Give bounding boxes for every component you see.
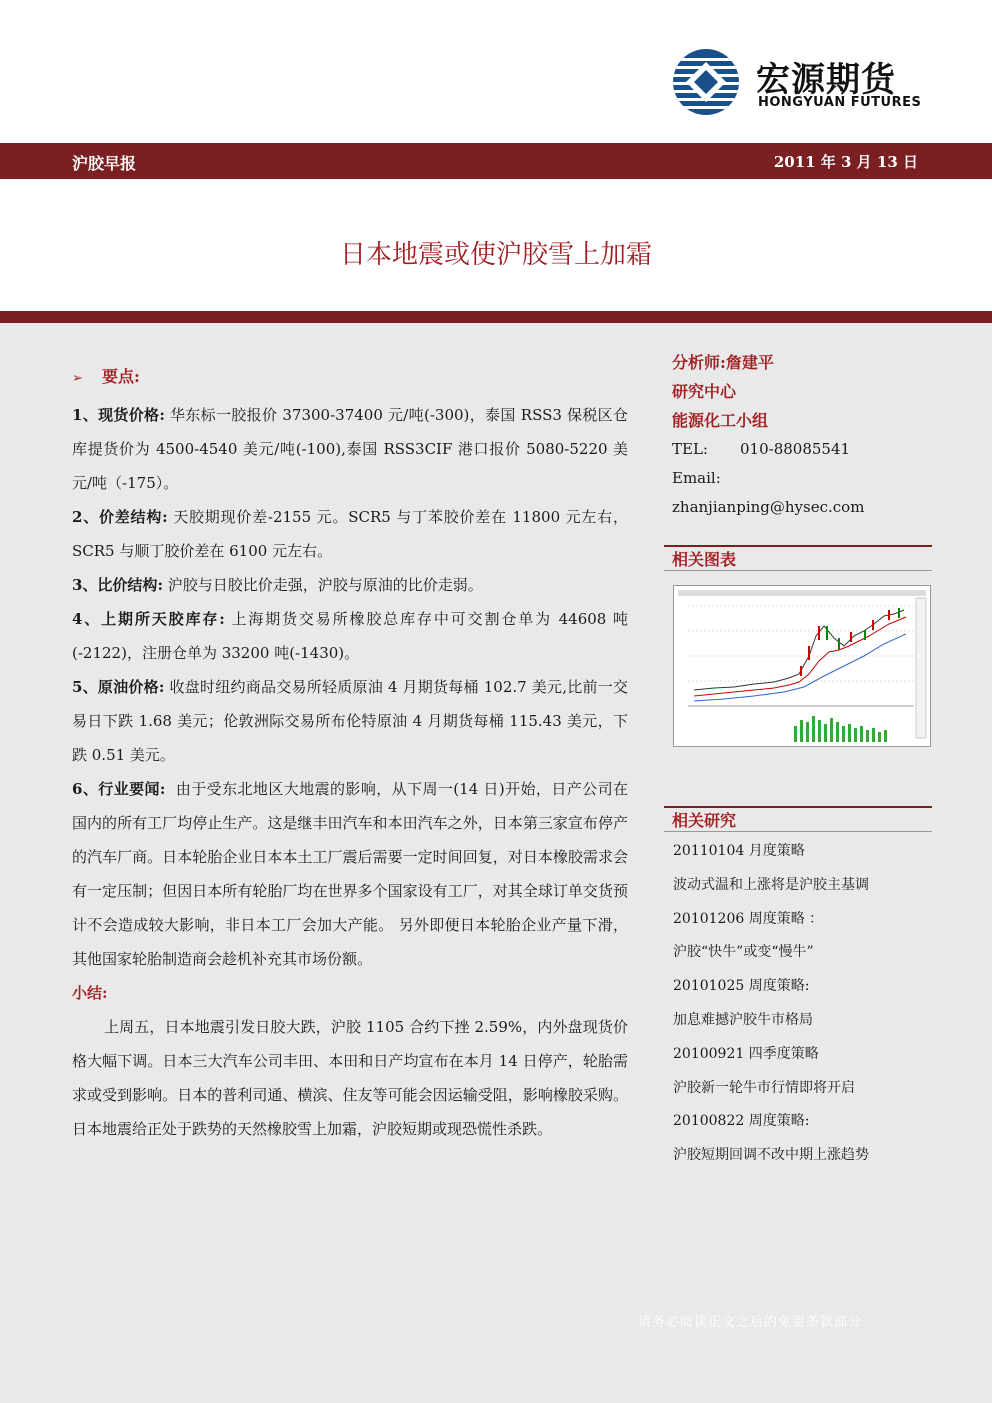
report-type: 沪胶早报: [72, 154, 137, 173]
analyst-tel: TEL: 010-88085541: [672, 440, 851, 458]
header-area: [0, 0, 992, 143]
report-date: 2011 年 3 月 13 日: [773, 153, 918, 171]
disclaimer-note: 请务必阅读正文之后的免责条款部分: [638, 1315, 863, 1330]
candlestick-chart-thumbnail: [674, 586, 930, 746]
main-content: [72, 360, 628, 1146]
paragraph-crude-oil: 5、原油价格: 收盘时纽约商品交易所轻质原油 4 月期货每桶 102.7 美元,比前一交易日下跌 1.68 美元；伦敦洲际交易所布伦特原油 4 月期货每桶 115.43 美元，下跌 0.51 美元。: [72, 678, 628, 764]
research-group: 能源化工小组: [672, 411, 769, 430]
logo-name-en: HONGYUAN FUTURES: [758, 95, 922, 110]
research-item[interactable]: 沪胶“快牛”或变“慢牛”: [673, 944, 814, 961]
research-item[interactable]: 20110104 月度策略: [673, 843, 805, 859]
summary-text: 上周五，日本地震引发日胶大跌，沪胶 1105 合约下挫 2.59%，内外盘现货价格大幅下调。日本三大汽车公司丰田、本田和日产均宣布在本月 14 日停产，轮胎需求或受到影响。日本的普利司通、横滨、住友等可能会因运输受阻，影响橡胶采购。日本地震给正处于跌势的天然橡胶雪上加霜，沪胶短期或现恐慌性杀跌。: [72, 1018, 628, 1138]
logo-name-cn: 宏源期货: [756, 60, 896, 100]
key-points-heading: ➢ 要点:: [72, 360, 628, 396]
research-item[interactable]: 20100822 周度策略:: [673, 1113, 810, 1130]
research-item[interactable]: 20101206 周度策略 ：: [673, 910, 824, 927]
research-item[interactable]: 20100921 四季度策略: [673, 1045, 819, 1062]
company-logo: [672, 48, 922, 118]
divider-band: [0, 311, 992, 323]
related-research-list: [673, 840, 929, 1178]
report-band: [0, 143, 992, 179]
paragraph-spread: 2、价差结构: 天胶期现价差-2155 元。SCR5 与丁苯胶价差在 11800 元左右，SCR5 与顺丁胶价差在 6100 元左右。: [72, 508, 628, 560]
analyst-email: Email:zhanjianping@hysec.com: [672, 469, 865, 516]
report-title: 日本地震或使沪胶雪上加霜: [339, 240, 652, 270]
related-chart-title: 相关图表: [664, 545, 932, 571]
paragraph-spot-price: 1、现货价格: 华东标一胶报价 37300-37400 元/吨(-300)，泰国 RSS3 保税区仓库提货价为 4500-4540 美元/吨(-100),泰国 RSS3CIF 港口报价 5080-5220 美元/吨（-175）。: [72, 406, 628, 492]
paragraph-inventory: 4、上期所天胶库存: 上海期货交易所橡胶总库存中可交割仓单为 44608 吨(-2122)，注册仓单为 33200 吨(-1430)。: [72, 610, 628, 662]
related-chart-thumbnail: [673, 585, 931, 747]
research-item[interactable]: 波动式温和上涨将是沪胶主基调: [673, 876, 869, 893]
research-item[interactable]: 沪胶短期回调不改中期上涨趋势: [673, 1147, 869, 1164]
summary-heading: 小结:: [72, 984, 108, 1002]
research-item[interactable]: 沪胶新一轮牛市行情即将开启: [673, 1079, 855, 1096]
analyst-name: 分析师:詹建平: [672, 353, 774, 372]
paragraph-industry-news: 6、行业要闻: 由于受东北地区大地震的影响，从下周一(14 日)开始，日产公司在国内的所有工厂均停止生产。这是继丰田汽车和本田汽车之外，日本第三家宣布停产的汽车厂商。日本轮胎企业日本本土工厂震后需要一定时间回复，对日本橡胶需求会有一定压制；但因日本所有轮胎厂均在世界多个国家设有工厂，对其全球订单交货预计不会造成较大影响，非日本工厂会加大产能。 另外即便日本轮胎企业产量下滑，其他国家轮胎制造商会趁机补充其市场份额。: [72, 780, 628, 968]
paragraph-ratio: 3、比价结构: 沪胶与日胶比价走强，沪胶与原油的比价走弱。: [72, 576, 483, 594]
related-research-title: 相关研究: [664, 806, 932, 832]
research-item[interactable]: 加息难撼沪胶牛市格局: [673, 1011, 813, 1028]
research-center: 研究中心: [672, 382, 737, 401]
analyst-info: [672, 348, 932, 522]
research-item[interactable]: 20101025 周度策略:: [673, 978, 810, 995]
hongyuan-logo-icon: [672, 48, 740, 116]
title-area: [0, 179, 992, 311]
arrow-bullet-icon: ➢: [72, 371, 83, 386]
